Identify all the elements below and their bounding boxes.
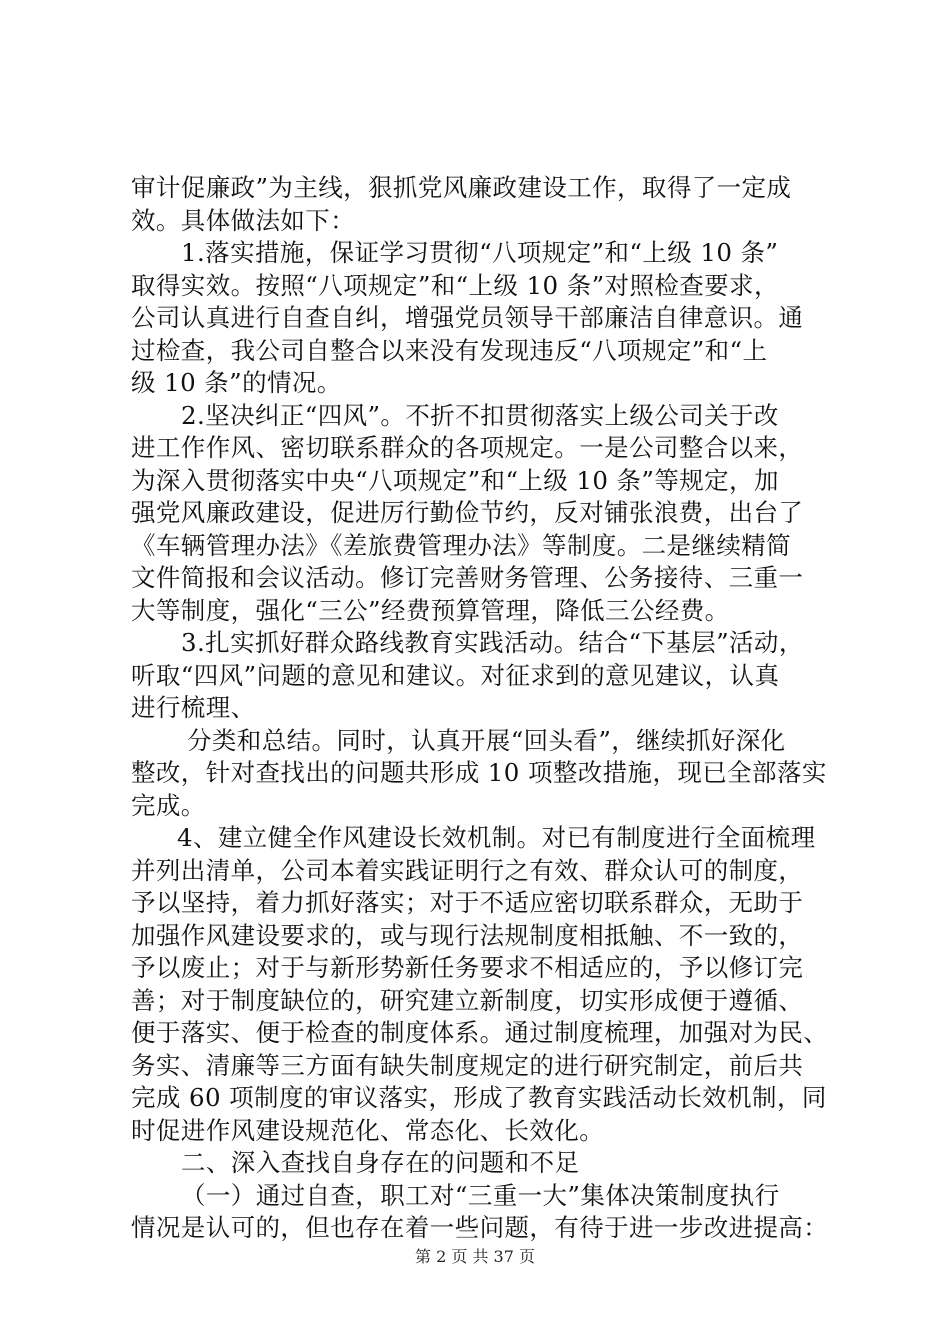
subsection-heading: （一）通过自查，职工对“三重一大”集体决策制度执行 <box>181 1180 780 1210</box>
text-line: 听取“四风”问题的意见和建议。对征求到的意见建议，认真 <box>131 660 780 690</box>
text-line: 审计促廉政”为主线，狠抓党风廉政建设工作，取得了一定成 <box>131 173 792 202</box>
text-line: 取得实效。按照“八项规定”和“上级 10 条”对照检查要求， <box>131 270 779 300</box>
document-body <box>131 172 831 1245</box>
item-4-heading: 4、建立健全作风建设长效机制。对已有制度进行全面梳理 <box>177 823 816 852</box>
page-number-footer: 第 2 页 共 37 页 <box>415 1247 535 1266</box>
text-line: 时促进作风建设规范化、常态化、长效化。 <box>131 1115 605 1145</box>
text-line: 善；对于制度缺位的，研究建立新制度，切实形成便于遵循、 <box>131 985 804 1015</box>
text-line: 便于落实、便于检查的制度体系。通过制度梳理，加强对为民、 <box>131 1018 829 1047</box>
text-line: 强党风廉政建设，促进厉行勤俭节约，反对铺张浪费，出台了 <box>131 498 804 527</box>
text-line: 加强作风建设要求的，或与现行法规制度相抵触、不一致的， <box>131 920 804 950</box>
text-line: 效。具体做法如下： <box>131 205 356 235</box>
text-line: 文件简报和会议活动。修订完善财务管理、公务接待、三重一 <box>131 563 804 592</box>
text-line: 过检查，我公司自整合以来没有发现违反“八项规定”和“上 <box>131 335 768 365</box>
text-line: 大等制度，强化“三公”经费预算管理，降低三公经费。 <box>131 595 730 625</box>
text-line: 情况是认可的，但也存在着一些问题，有待于进一步改进提高： <box>131 1213 829 1242</box>
text-line: 进工作作风、密切联系群众的各项规定。一是公司整合以来， <box>131 433 804 462</box>
text-line: 予以坚持，着力抓好落实；对于不适应密切联系群众，无助于 <box>131 888 804 917</box>
item-3-heading: 3.扎实抓好群众路线教育实践活动。结合“下基层”活动， <box>181 628 804 657</box>
section-heading: 二、深入查找自身存在的问题和不足 <box>181 1148 580 1177</box>
text-line: 级 10 条”的情况。 <box>131 368 342 397</box>
text-line: 公司认真进行自查自纠，增强党员领导干部廉洁自律意识。通 <box>131 303 804 332</box>
item-1-heading: 1.落实措施，保证学习贯彻“八项规定”和“上级 10 条” <box>181 238 779 267</box>
text-line: 《车辆管理办法》《差旅费管理办法》等制度。二是继续精简 <box>131 530 792 560</box>
text-line: 完成。 <box>131 790 206 820</box>
text-line: 并列出清单，公司本着实践证明行之有效、群众认可的制度， <box>131 855 804 885</box>
text-line: 进行梳理、 <box>131 693 256 722</box>
text-line: 整改，针对查找出的问题共形成 10 项整改措施，现已全部落实 <box>131 758 827 787</box>
text-line: 完成 60 项制度的审议落实，形成了教育实践活动长效机制，同 <box>131 1083 827 1112</box>
item-2-heading: 2.坚决纠正“四风”。不折不扣贯彻落实上级公司关于改 <box>181 400 779 430</box>
text-line: 予以废止；对于与新形势新任务要求不相适应的，予以修订完 <box>131 953 804 982</box>
text-line: 务实、清廉等三方面有缺失制度规定的进行研究制定，前后共 <box>131 1050 804 1080</box>
text-line: 为深入贯彻落实中央“八项规定”和“上级 10 条”等规定，加 <box>131 465 779 495</box>
text-line: 分类和总结。同时，认真开展“回头看”，继续抓好深化 <box>187 725 786 755</box>
